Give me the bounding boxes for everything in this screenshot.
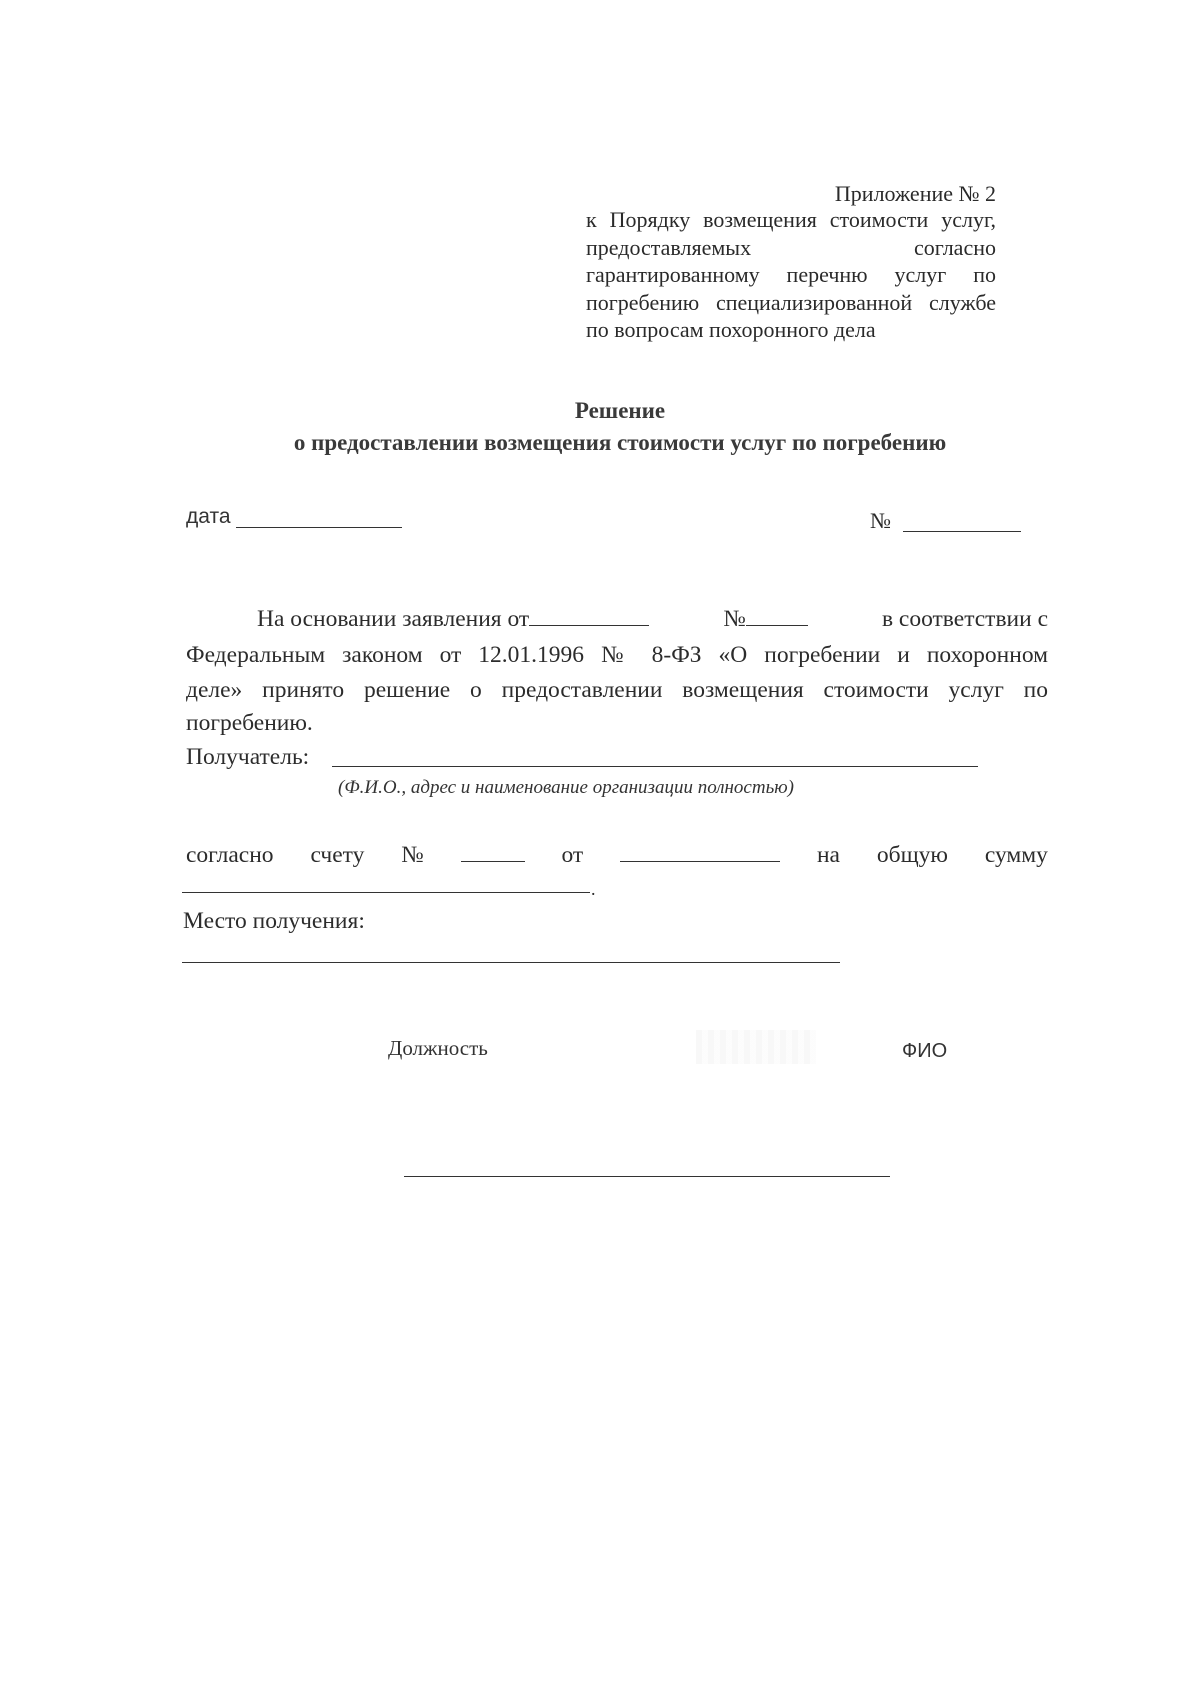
sum-field-line[interactable] xyxy=(182,892,590,893)
number-label: № xyxy=(870,508,891,533)
paragraph-line-2: Федеральным законом от 12.01.1996 № 8-ФЗ «О погребении и похоронном xyxy=(186,642,1048,668)
document-subtitle: о предоставлении возмещения стоимости услуг по погребению xyxy=(293,430,947,455)
place-label: Место получения: xyxy=(183,908,365,934)
paragraph-line-1 xyxy=(186,602,1048,636)
invoice-word-according: согласно xyxy=(186,842,274,868)
position-label: Должность xyxy=(388,1036,488,1060)
invoice-date-field[interactable] xyxy=(620,841,780,862)
recipient-label: Получатель: xyxy=(186,744,310,770)
place-field-line[interactable] xyxy=(182,962,840,963)
statement-intro: На основании заявления от xyxy=(257,606,530,632)
paragraph-line-3: деле» принято решение о предоставлении возмещения стоимости услуг по xyxy=(186,677,1048,703)
statement-number-label: № xyxy=(723,606,746,632)
number-field-line[interactable] xyxy=(903,531,1021,532)
invoice-word-for: на xyxy=(816,842,840,868)
invoice-word-sum: сумму xyxy=(984,842,1048,868)
date-label: дата xyxy=(186,505,231,528)
statement-accordance: в соответствии с xyxy=(881,606,1048,632)
appendix-title: Приложение № 2 xyxy=(834,181,996,206)
sum-period: . xyxy=(591,879,596,899)
invoice-line xyxy=(186,838,1048,872)
invoice-word-from: от xyxy=(561,842,584,868)
document-title: Решение xyxy=(574,398,666,423)
name-label: ФИО xyxy=(902,1040,948,1062)
paragraph-line-4: погребению. xyxy=(186,710,313,736)
statement-number-field[interactable] xyxy=(746,605,808,626)
invoice-word-total: общую xyxy=(876,842,948,868)
appendix-text: к Порядку возмещения стоимости услуг, предоставляемых согласно гарантированному перечню услуг по погребению специализированной службе по вопросам похоронного дела xyxy=(586,207,996,342)
invoice-number-label: № xyxy=(401,842,424,868)
recipient-hint: (Ф.И.О., адрес и наименование организации полностью) xyxy=(338,777,794,798)
date-field-line[interactable] xyxy=(236,527,402,528)
invoice-number-field[interactable] xyxy=(461,841,525,862)
recipient-field-line[interactable] xyxy=(332,766,978,767)
invoice-word-invoice: счету xyxy=(310,842,365,868)
faded-stamp xyxy=(696,1030,816,1064)
statement-date-field[interactable] xyxy=(529,605,649,626)
signature-line[interactable] xyxy=(404,1176,890,1177)
